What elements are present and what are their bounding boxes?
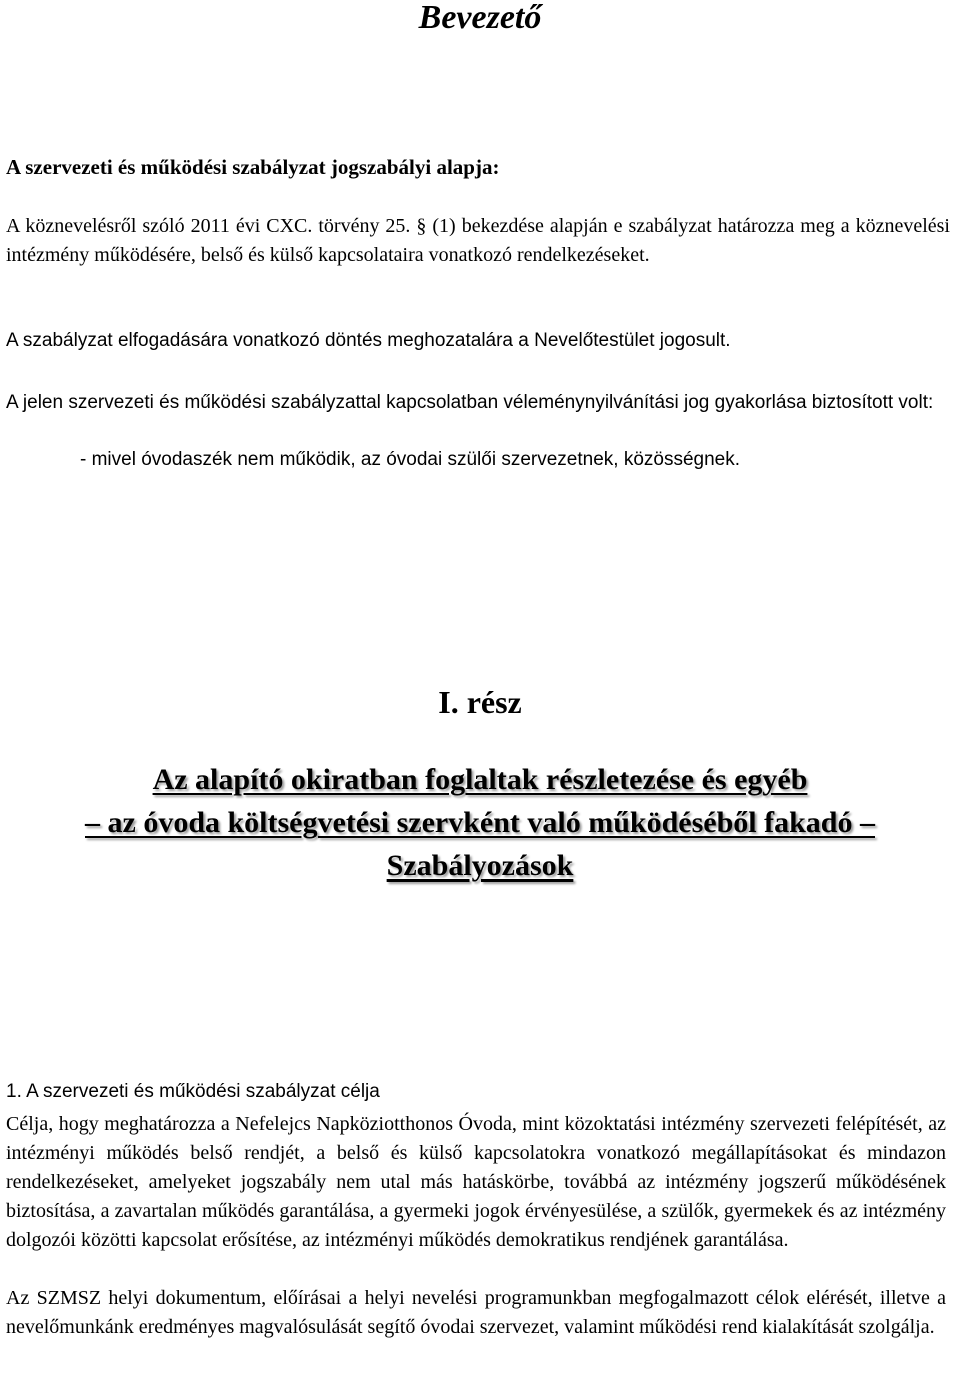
- part-heading-line-3: Szabályozások: [386, 849, 574, 882]
- opinion-paragraph: A jelen szervezeti és működési szabályzattal kapcsolatban véleménynyilvánítási jog gyakorlása biztosított volt:: [6, 392, 934, 413]
- section-1-paragraph: Célja, hogy meghatározza a Nefelejcs Napköziotthonos Óvoda, mint közoktatási intézmény szervezeti felépítését, az intézményi működés belső rendjét, a belső és külső kapcsolatokra vonatkozó megállapításokat és mindazon rendelkezéseket, amelyeket jogszabály nem utal más hatáskörbe, továbbá az intézmény jogszerű működésének biztosítása, a zavartalan működés garantálása, a gyermeki jogok érvényesülése, a szülők, gyermekek és az intézmény dolgozói közötti kapcsolat erősítése, az intézményi működés demokratikus rendjének garantálása.: [6, 1113, 946, 1251]
- legal-basis-paragraph: A köznevelésről szóló 2011 évi CXC. törvény 25. § (1) bekezdése alapján e szabályzat határozza meg a köznevelési intézmény működésére, belső és külső kapcsolataira vonatkozó rendelkezéseket.: [6, 215, 950, 266]
- opinion-list-item: - mivel óvodaszék nem működik, az óvodai szülői szervezetnek, közösségnek.: [80, 449, 741, 470]
- section-1-title: 1. A szervezeti és működési szabályzat célja: [6, 1081, 380, 1102]
- part-heading: [0, 758, 960, 887]
- document-title: Bevezető: [418, 0, 542, 36]
- part-label: I. rész: [438, 684, 522, 720]
- approval-paragraph: A szabályzat elfogadására vonatkozó döntés meghozatalára a Nevelőtestület jogosult.: [6, 330, 731, 351]
- section-1-paragraph-2: Az SZMSZ helyi dokumentum, előírásai a helyi nevelési programunkban megfogalmazott célok elérését, illetve a nevelőmunkánk eredményes magvalósulását segítő óvodai szervezet, valamint működési rend kialakítását szolgálja.: [6, 1287, 946, 1338]
- part-heading-line-2: – az óvoda költségvetési szervként való működéséből fakadó –: [85, 806, 875, 839]
- legal-basis-heading: A szervezeti és működési szabályzat jogszabályi alapja:: [6, 155, 500, 179]
- part-heading-line-1: Az alapító okiratban foglaltak részletezése és egyéb: [152, 763, 808, 796]
